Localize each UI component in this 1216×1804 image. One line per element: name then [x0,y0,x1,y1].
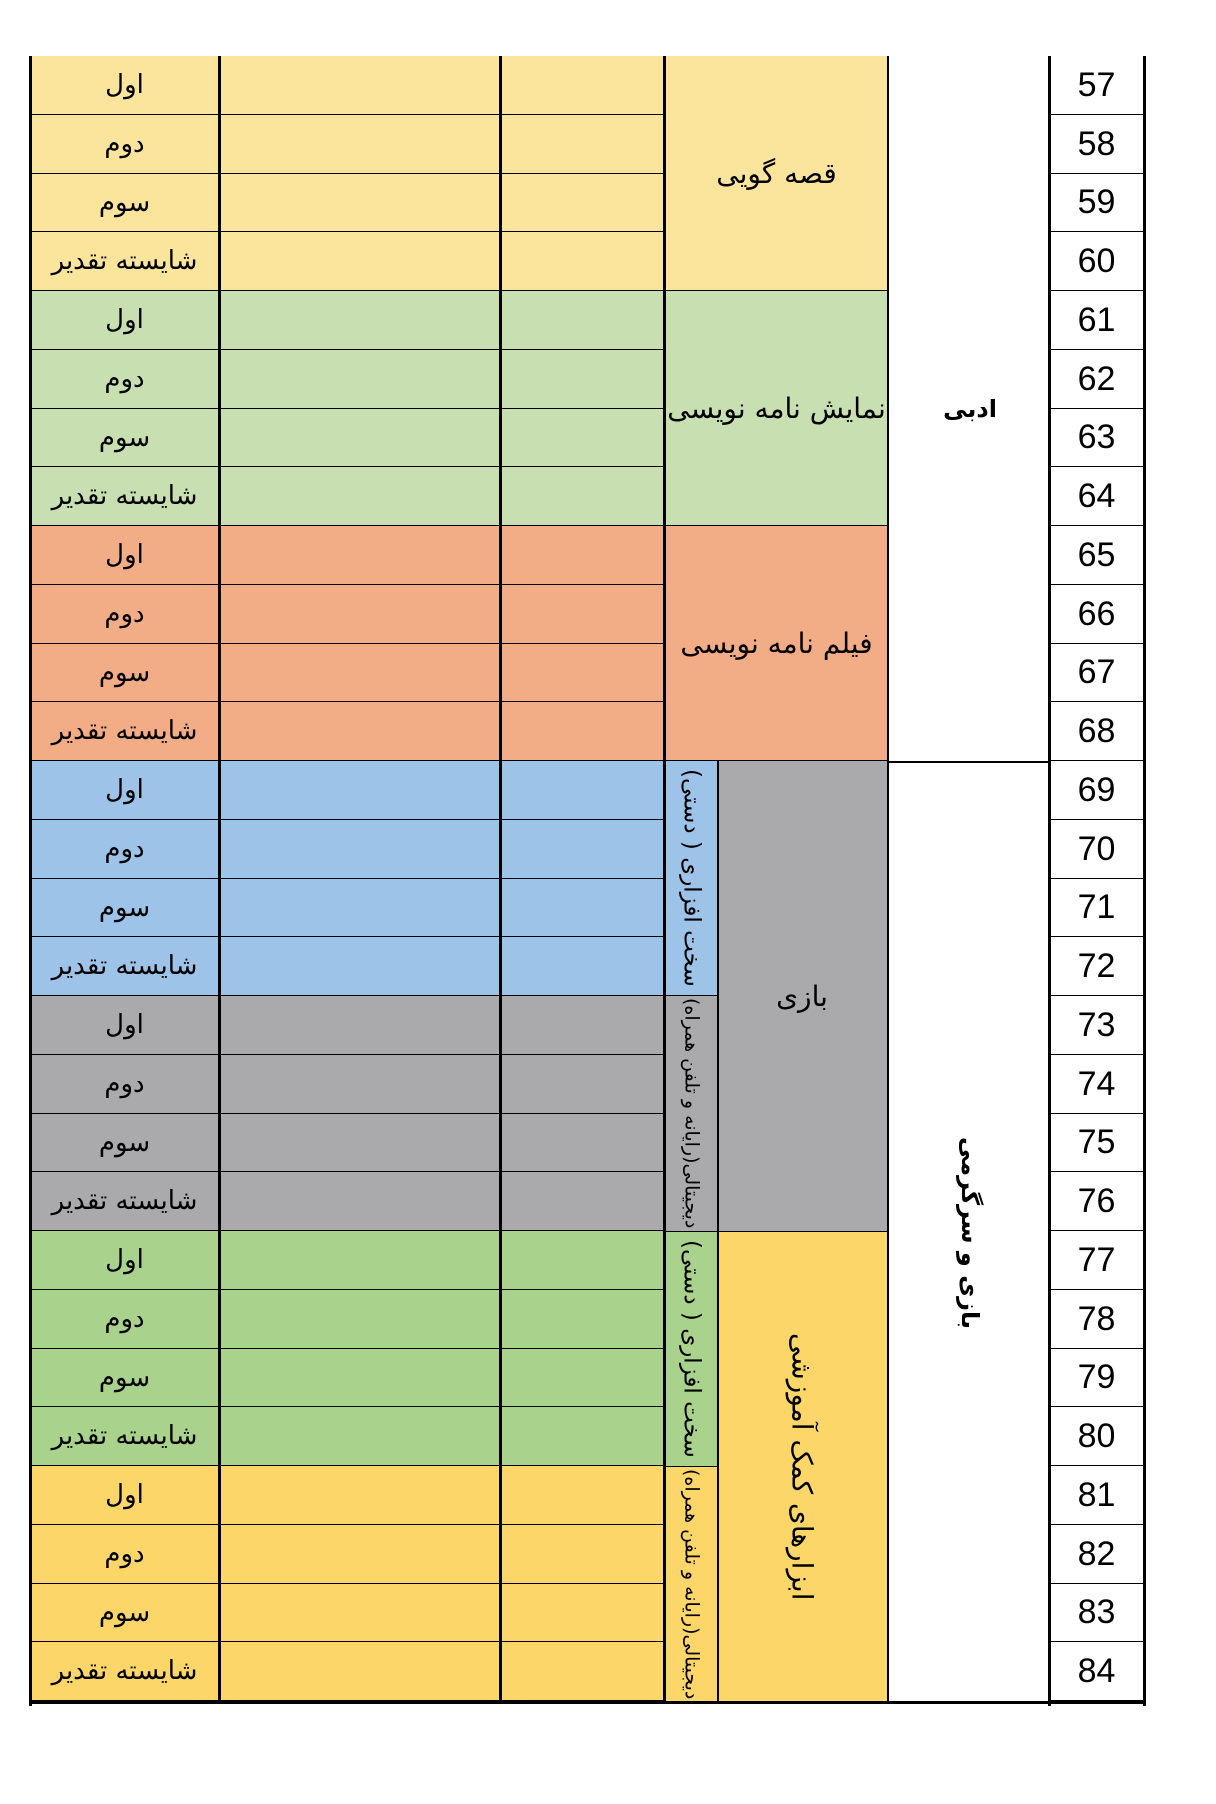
rank-cell: دوم [29,1525,220,1585]
entry-cell [219,350,501,410]
score-cell [500,937,665,997]
entry-cell [219,1642,501,1702]
row-number: 60 [1048,232,1145,292]
row-number: 82 [1048,1525,1145,1585]
entry-cell [219,1231,501,1291]
row-number: 79 [1048,1349,1145,1408]
entry-cell [219,937,501,997]
score-cell [500,820,665,880]
rank-cell: اول [29,1466,220,1526]
row-number: 67 [1048,644,1145,703]
entry-cell [219,1466,501,1526]
subfield-aids-digital [664,1467,719,1704]
field-game [717,761,889,1233]
entry-cell [219,174,501,233]
frame-bottom [29,1701,1146,1704]
rank-cell: سوم [29,174,220,233]
rank-cell: شایسته تقدیر [29,1172,220,1232]
field-game-label: بازی [776,979,828,1013]
row-number: 63 [1048,409,1145,468]
score-cell [500,174,665,233]
entry-cell [219,1114,501,1173]
entry-cell [219,467,501,527]
entry-cell [219,996,501,1056]
rank-cell: شایسته تقدیر [29,1642,220,1702]
field-storytelling [664,56,889,292]
score-cell [500,1114,665,1173]
entry-cell [219,232,501,292]
row-number: 59 [1048,174,1145,233]
subfield-game-hardware-label: سخت افزاری ( دستی) [678,769,705,987]
field-teaching-aids [717,1232,889,1704]
rank-cell: اول [29,56,220,116]
score-cell [500,1525,665,1585]
field-storytelling-label: قصه گویی [716,156,837,190]
score-cell [500,585,665,645]
category-literary-label: ادبی [943,395,997,423]
subfield-game-digital [664,996,719,1233]
row-number: 58 [1048,115,1145,175]
rank-cell: سوم [29,1349,220,1408]
score-cell [500,996,665,1056]
rank-cell: دوم [29,585,220,645]
category-literary [887,56,1051,762]
entry-cell [219,644,501,703]
row-number: 69 [1048,761,1145,821]
rank-cell: شایسته تقدیر [29,1407,220,1467]
entry-cell [219,409,501,468]
entry-cell [219,291,501,351]
row-number: 62 [1048,350,1145,410]
score-cell [500,1407,665,1467]
rank-cell: دوم [29,820,220,880]
subfield-aids-hardware-label: سخت افزاری ( دستی) [678,1240,705,1458]
row-number: 70 [1048,820,1145,880]
subfield-aids-digital-label: دیجیتالی(رایانه و تلفن همراه) [680,1469,703,1700]
rank-cell: سوم [29,1584,220,1643]
score-cell [500,291,665,351]
score-cell [500,1055,665,1115]
row-number: 71 [1048,879,1145,938]
rank-cell: سوم [29,409,220,468]
row-number: 72 [1048,937,1145,997]
row-number: 68 [1048,702,1145,762]
score-cell [500,1642,665,1702]
row-number: 73 [1048,996,1145,1056]
score-cell [500,115,665,175]
entry-cell [219,1407,501,1467]
rank-cell: اول [29,291,220,351]
row-number: 64 [1048,467,1145,527]
field-playwriting [664,291,889,527]
rank-cell: اول [29,761,220,821]
rank-cell: اول [29,996,220,1056]
field-screenwriting-label: فیلم نامه نویسی [680,626,873,660]
entry-cell [219,1055,501,1115]
row-number: 83 [1048,1584,1145,1643]
entry-cell [219,56,501,116]
subfield-game-hardware [664,761,719,997]
rank-cell: سوم [29,879,220,938]
category-games-entertainment [887,761,1051,1704]
field-screenwriting [664,526,889,762]
score-cell [500,1584,665,1643]
entry-cell [219,761,501,821]
entry-cell [219,526,501,586]
row-number: 84 [1048,1642,1145,1702]
rank-cell: شایسته تقدیر [29,937,220,997]
row-number: 75 [1048,1114,1145,1173]
score-cell [500,526,665,586]
row-number: 77 [1048,1231,1145,1291]
row-number: 78 [1048,1290,1145,1350]
field-teaching-aids-label: ابزارهای کمک آموزشی [785,1333,819,1601]
score-cell [500,1349,665,1408]
rank-cell: دوم [29,1290,220,1350]
score-cell [500,644,665,703]
entry-cell [219,820,501,880]
subfield-game-digital-label: دیجیتالی(رایانه و تلفن همراه) [680,998,703,1229]
score-cell [500,1231,665,1291]
entry-cell [219,1349,501,1408]
subfield-aids-hardware [664,1232,719,1468]
score-cell [500,879,665,938]
score-cell [500,56,665,116]
score-cell [500,1172,665,1232]
row-number: 57 [1048,56,1145,116]
entry-cell [219,585,501,645]
frame-right [1143,56,1146,1706]
rank-cell: سوم [29,644,220,703]
entry-cell [219,1172,501,1232]
row-number: 66 [1048,585,1145,645]
score-cell [500,467,665,527]
entry-cell [219,1525,501,1585]
score-cell [500,232,665,292]
row-number: 74 [1048,1055,1145,1115]
score-cell [500,1290,665,1350]
row-number: 80 [1048,1407,1145,1467]
score-cell [500,1466,665,1526]
score-cell [500,350,665,410]
score-cell [500,702,665,762]
entry-cell [219,879,501,938]
entry-cell [219,1584,501,1643]
rank-cell: سوم [29,1114,220,1173]
score-cell [500,761,665,821]
rank-cell: اول [29,1231,220,1291]
category-games-entertainment-label: بازی و سرگرمی [956,1137,984,1330]
rank-cell: شایسته تقدیر [29,232,220,292]
rank-cell: دوم [29,115,220,175]
row-number: 65 [1048,526,1145,586]
frame-number-left [1048,56,1051,1706]
rank-cell: شایسته تقدیر [29,702,220,762]
field-playwriting-label: نمایش نامه نویسی [667,391,886,425]
score-cell [500,409,665,468]
entry-cell [219,702,501,762]
entry-cell [219,115,501,175]
row-number: 61 [1048,291,1145,351]
rank-cell: دوم [29,350,220,410]
frame-left [29,56,32,1706]
row-number: 76 [1048,1172,1145,1232]
rank-cell: شایسته تقدیر [29,467,220,527]
rank-cell: دوم [29,1055,220,1115]
rank-cell: اول [29,526,220,586]
entry-cell [219,1290,501,1350]
row-number: 81 [1048,1466,1145,1526]
